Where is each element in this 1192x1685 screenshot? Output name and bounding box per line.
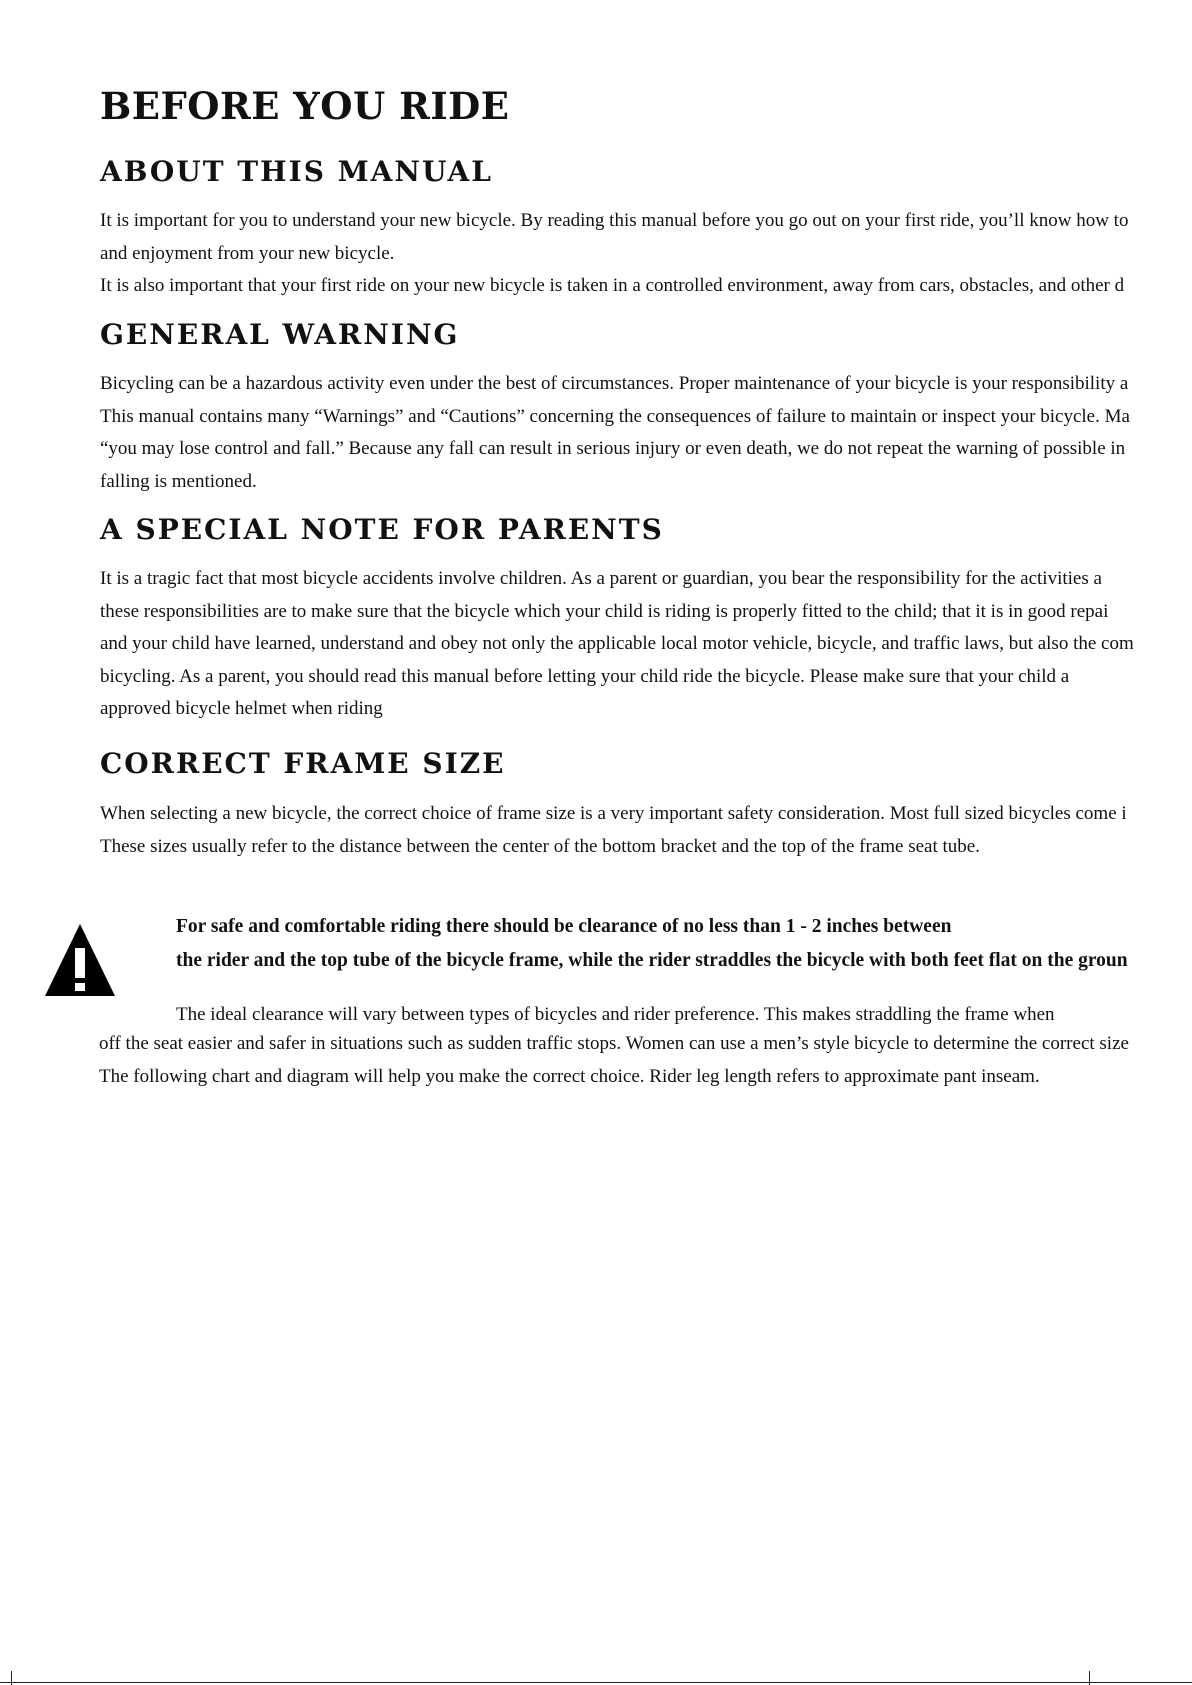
page-bottom-rule xyxy=(0,1682,1192,1683)
about-paragraph xyxy=(100,205,1192,303)
parents-line: these responsibilities are to make sure that the bicycle which your child is riding is properly fitted to the child; that it is in good repai xyxy=(100,600,1109,622)
frame-closing-paragraph xyxy=(100,1000,1192,1029)
parents-line: approved bicycle helmet when riding xyxy=(100,698,383,720)
warning-triangle-icon xyxy=(44,922,116,998)
warning-line: falling is mentioned. xyxy=(100,470,257,492)
frame-closing-paragraph-continued xyxy=(99,1028,1191,1093)
parents-paragraph xyxy=(100,563,1192,726)
general-warning-heading: GENERAL WARNING xyxy=(100,318,460,351)
crop-mark xyxy=(1089,1671,1090,1685)
frame-warning-line: the rider and the top tube of the bicycle frame, while the rider straddles the bicycle with both feet flat on the groun xyxy=(176,950,1128,971)
frame-size-paragraph xyxy=(100,798,1192,863)
parents-line: It is a tragic fact that most bicycle accidents involve children. As a parent or guardian, you bear the responsibility for the activities a xyxy=(100,568,1102,589)
closing-line: The ideal clearance will vary between types of bicycles and rider preference. This makes straddling the frame when xyxy=(176,1004,1055,1025)
warning-line: “you may lose control and fall.” Because any fall can result in serious injury or even death, we do not repeat the warning of possible in xyxy=(100,438,1126,460)
crop-mark xyxy=(11,1671,12,1685)
about-line: It is important for you to understand your new bicycle. By reading this manual before you go out on your first ride, you’ll know how to xyxy=(100,210,1129,231)
general-warning-paragraph xyxy=(100,368,1192,498)
warning-line: This manual contains many “Warnings” and “Cautions” concerning the consequences of failure to maintain or inspect your bicycle. Ma xyxy=(100,405,1130,427)
frame-size-heading: CORRECT FRAME SIZE xyxy=(100,747,506,780)
frame-line: These sizes usually refer to the distance between the center of the bottom bracket and the top of the frame seat tube. xyxy=(100,835,980,857)
parents-line: bicycling. As a parent, you should read this manual before letting your child ride the bicycle. Please make sure that your child a xyxy=(100,665,1070,687)
page-title: BEFORE YOU RIDE xyxy=(100,84,510,128)
about-line: and enjoyment from your new bicycle. xyxy=(100,242,395,264)
warning-line: Bicycling can be a hazardous activity even under the best of circumstances. Proper maintenance of your bicycle is your responsibility a xyxy=(100,373,1129,394)
parents-heading: A SPECIAL NOTE FOR PARENTS xyxy=(100,513,664,546)
frame-line: When selecting a new bicycle, the correct choice of frame size is a very important safety consideration. Most full sized bicycles come i xyxy=(100,803,1127,824)
parents-line: and your child have learned, understand and obey not only the applicable local motor vehicle, bicycle, and traffic laws, but also the com xyxy=(100,633,1134,655)
about-line: It is also important that your first ride on your new bicycle is taken in a controlled environment, away from cars, obstacles, and other d xyxy=(100,275,1125,297)
closing-line: off the seat easier and safer in situations such as sudden traffic stops. Women can use a men’s style bicycle to determine the correct size xyxy=(99,1033,1129,1054)
about-heading: ABOUT THIS MANUAL xyxy=(100,155,493,188)
frame-warning-line: For safe and comfortable riding there should be clearance of no less than 1 - 2 inches between xyxy=(176,916,952,937)
closing-line: The following chart and diagram will help you make the correct choice. Rider leg length refers to approximate pant inseam. xyxy=(99,1065,1040,1087)
